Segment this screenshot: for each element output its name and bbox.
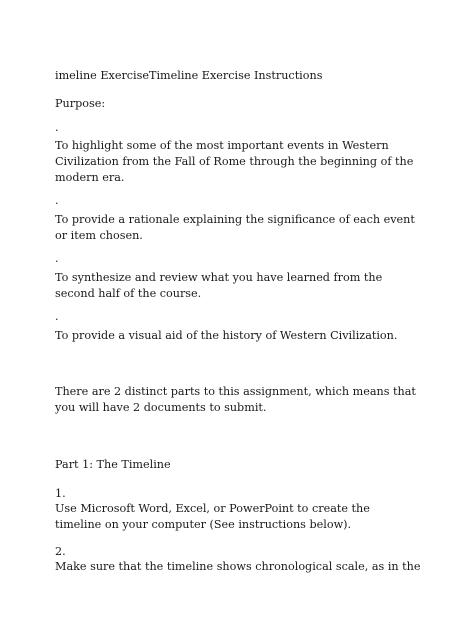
parts-paragraph-line-2: you will have 2 documents to submit. [55, 401, 267, 414]
parts-paragraph-line-1: There are 2 distinct parts to this assignment, which means that [55, 385, 416, 398]
bullet-marker: · [55, 313, 59, 326]
bullet-1-line-3: modern era. [55, 171, 125, 184]
bullet-3-line-2: second half of the course. [55, 287, 202, 300]
bullet-4-line-1: To provide a visual aid of the history of Western Civilization. [55, 329, 398, 342]
purpose-heading: Purpose: [55, 97, 106, 110]
bullet-marker: · [55, 197, 59, 210]
bullet-marker: · [55, 255, 59, 268]
bullet-1-line-1: To highlight some of the most important events in Western [55, 139, 389, 152]
bullet-2-line-2: or item chosen. [55, 229, 143, 242]
bullet-marker: · [55, 124, 59, 137]
document-title: imeline ExerciseTimeline Exercise Instructions [55, 69, 323, 82]
step-number: 1. [55, 487, 66, 500]
step-1-line-2: timeline on your computer (See instructions below). [55, 518, 352, 531]
bullet-3-line-1: To synthesize and review what you have learned from the [55, 271, 383, 284]
step-2-line-1: Make sure that the timeline shows chronological scale, as in the [55, 560, 421, 573]
bullet-2-line-1: To provide a rationale explaining the significance of each event [55, 213, 415, 226]
step-1-line-1: Use Microsoft Word, Excel, or PowerPoint to create the [55, 502, 370, 515]
part1-heading: Part 1: The Timeline [55, 458, 171, 471]
bullet-1-line-2: Civilization from the Fall of Rome through the beginning of the [55, 155, 414, 168]
step-number: 2. [55, 545, 66, 558]
